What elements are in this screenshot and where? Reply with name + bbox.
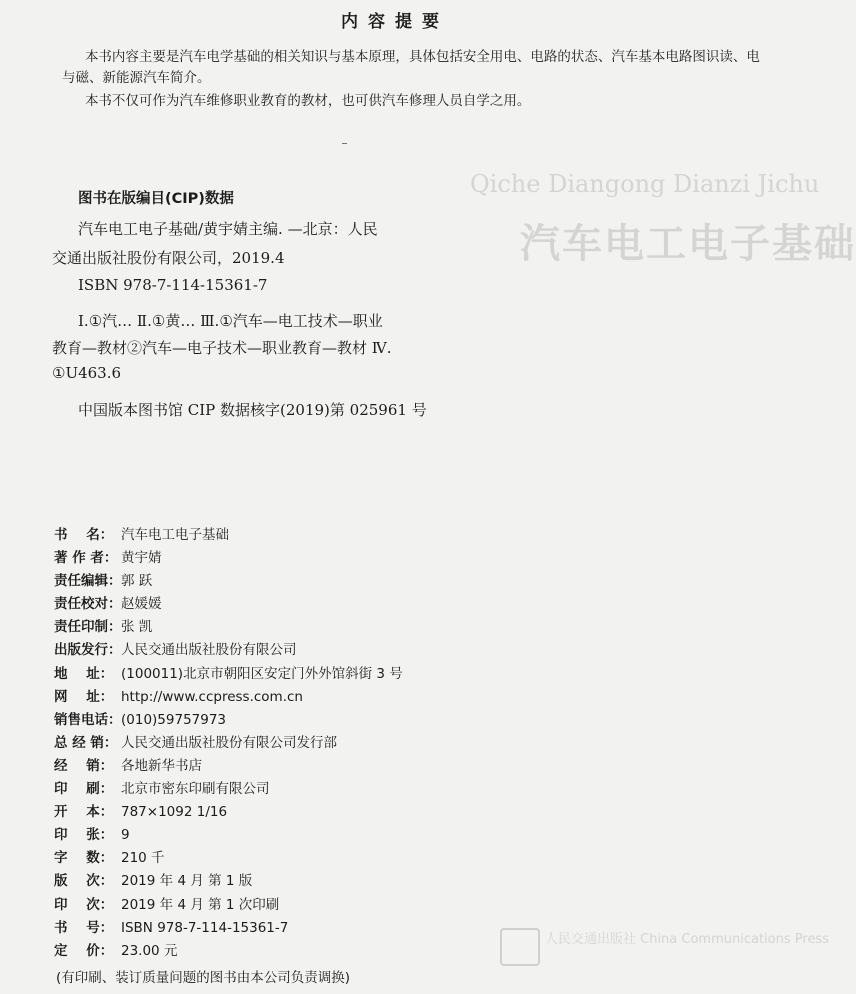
info-row-isbn <box>54 917 403 940</box>
info-value: 张 凯 <box>121 619 153 636</box>
info-label: 印 次： <box>54 896 114 913</box>
info-label: 书 号： <box>54 919 114 936</box>
summary-paragraph-2: 本书不仅可作为汽车维修职业教育的教材，也可供汽车修理人员自学之用。 <box>84 93 531 109</box>
info-label: 销售电话： <box>54 711 122 728</box>
info-row-publisher <box>54 639 403 662</box>
info-label: 书 名： <box>54 527 114 543</box>
info-row-phone <box>54 709 403 732</box>
info-value: 9 <box>121 827 130 844</box>
info-row-address <box>54 663 403 686</box>
info-value: 人民交通出版社股份有限公司 <box>121 642 297 659</box>
info-value: (100011)北京市朝阳区安定门外外馆斜街 3 号 <box>121 665 403 682</box>
info-label: 责任印制： <box>54 619 122 636</box>
info-label: 字 数： <box>54 850 114 867</box>
cip-isbn: ISBN 978-7-114-15361-7 <box>78 276 268 294</box>
info-value: ISBN 978-7-114-15361-7 <box>121 919 289 936</box>
info-row-seller <box>54 755 403 778</box>
info-label: 版 次： <box>54 873 114 890</box>
info-row-price <box>54 940 403 963</box>
quality-notice: (有印刷、装订质量问题的图书由本公司负责调换) <box>56 970 351 986</box>
summary-paragraph-1: 本书内容主要是汽车电学基础的相关知识与基本原理，具体包括安全用电、电路的状态、汽车基本电路图识读、电与磁、新能源汽车简介。 <box>62 49 760 86</box>
info-row-printing <box>54 894 403 917</box>
info-label: 责任编辑： <box>54 573 122 590</box>
info-row-proofreader <box>54 593 403 616</box>
info-row-website <box>54 686 403 709</box>
info-label: 印 张： <box>54 827 114 844</box>
info-row-author <box>54 547 403 570</box>
info-row-editor <box>54 570 403 593</box>
info-row-printer <box>54 778 403 801</box>
info-row-sheets <box>54 824 403 847</box>
cip-line: 交通出版社股份有限公司，2019.4 <box>52 249 285 267</box>
divider-mark <box>342 143 347 144</box>
publication-info-list <box>54 524 403 963</box>
info-value: (010)59757973 <box>121 711 227 728</box>
info-label: 网 址： <box>54 688 114 705</box>
info-value: 各地新华书店 <box>121 757 202 774</box>
info-label: 著 作 者： <box>54 550 118 567</box>
reverse-side-logo-icon <box>500 928 540 966</box>
info-row-word-count <box>54 847 403 870</box>
reverse-side-pinyin: Qiche Diangong Dianzi Jichu <box>470 170 820 198</box>
info-row-edition <box>54 870 403 893</box>
info-value: 黄宇婧 <box>121 550 162 567</box>
info-label: 出版发行： <box>54 642 122 659</box>
info-label: 经 销： <box>54 757 114 774</box>
info-value: http://www.ccpress.com.cn <box>121 688 303 705</box>
info-label: 定 价： <box>54 942 114 959</box>
info-label: 印 刷： <box>54 781 114 798</box>
info-value: 人民交通出版社股份有限公司发行部 <box>121 734 337 751</box>
info-row-title <box>54 524 403 547</box>
info-label: 地 址： <box>54 665 114 682</box>
info-value: 210 千 <box>121 850 165 867</box>
info-row-format <box>54 801 403 824</box>
info-label: 责任校对： <box>54 596 122 613</box>
cip-heading: 图书在版编目(CIP)数据 <box>78 191 234 207</box>
info-value: 2019 年 4 月 第 1 版 <box>121 873 253 890</box>
info-row-distributor <box>54 732 403 755</box>
info-value: 北京市密东印刷有限公司 <box>121 781 270 798</box>
info-label: 总 经 销： <box>54 734 118 751</box>
cip-line: Ⅰ.①汽… Ⅱ.①黄… Ⅲ.①汽车—电工技术—职业 <box>78 312 383 330</box>
info-label: 开 本： <box>54 804 114 821</box>
reverse-side-title: 汽车电工电子基础 <box>520 221 856 267</box>
summary-title: 内容提要 <box>341 12 449 32</box>
info-value: 23.00 元 <box>121 942 178 959</box>
reverse-side-publisher: 人民交通出版社 China Communications Press <box>545 932 829 947</box>
info-value: 787×1092 1/16 <box>121 804 228 821</box>
info-row-printing-supervisor <box>54 616 403 639</box>
info-value: 2019 年 4 月 第 1 次印刷 <box>121 896 280 913</box>
cip-line: 教育—教材②汽车—电子技术—职业教育—教材 Ⅳ. <box>52 339 392 357</box>
cip-line: 汽车电工电子基础/黄宇婧主编. —北京：人民 <box>78 220 378 238</box>
info-value: 汽车电工电子基础 <box>121 527 229 543</box>
cip-line: ①U463.6 <box>52 364 122 382</box>
cip-record-number: 中国版本图书馆 CIP 数据核字(2019)第 025961 号 <box>78 401 427 419</box>
info-value: 郭 跃 <box>121 573 153 590</box>
info-value: 赵媛媛 <box>121 596 162 613</box>
